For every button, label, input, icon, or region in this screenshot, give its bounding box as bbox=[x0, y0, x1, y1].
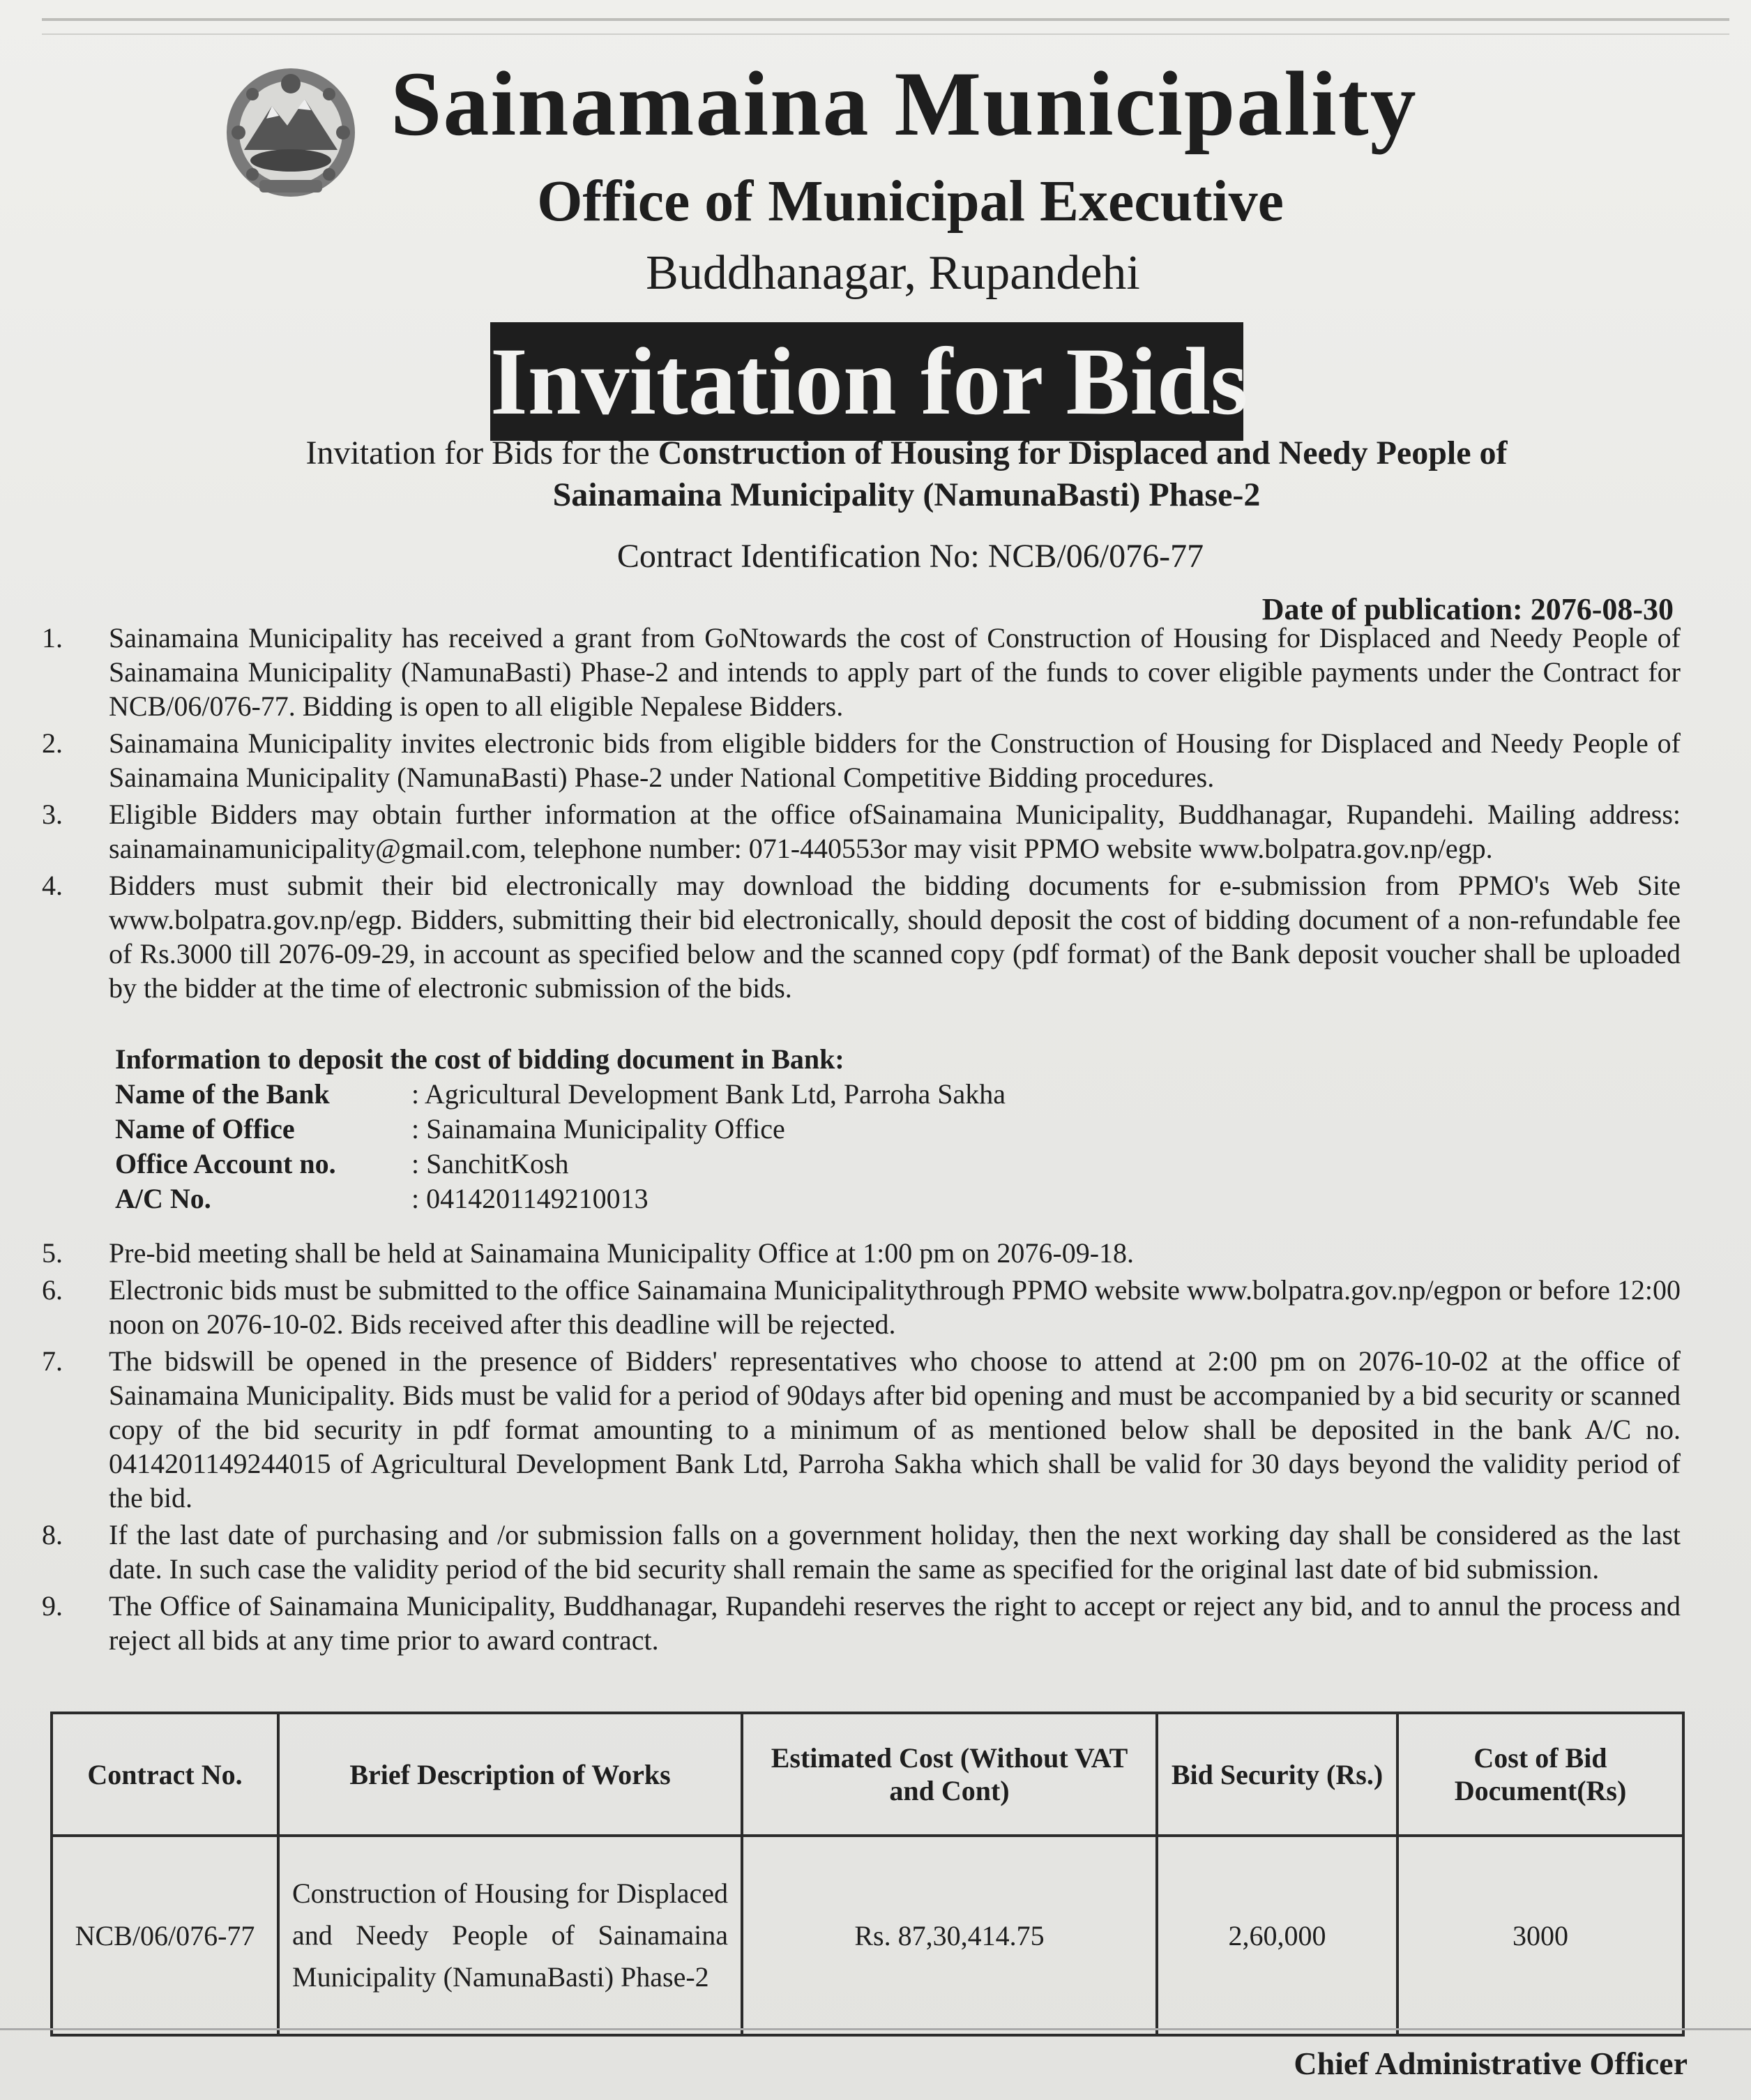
signature-title: Chief Administrative Officer bbox=[1294, 2046, 1688, 2081]
bank-info-heading: Information to deposit the cost of bidding document in Bank: bbox=[115, 1043, 844, 1075]
item-number: 3. bbox=[42, 799, 63, 830]
bank-deposit-info bbox=[115, 1042, 1440, 1216]
item-text: Pre-bid meeting shall be held at Sainamaina Municipality Office at 1:00 pm on 2076-09-18. bbox=[109, 1237, 1135, 1269]
bank-info-label: Name of the Bank bbox=[115, 1078, 330, 1110]
table-header-row bbox=[52, 1713, 1683, 1836]
intro-heading bbox=[209, 432, 1604, 516]
list-item bbox=[42, 797, 1681, 866]
works-table bbox=[50, 1712, 1685, 2037]
top-rule-thin bbox=[42, 33, 1729, 35]
list-item bbox=[42, 1589, 1681, 1657]
item-text: Bidders must submit their bid electronically may download the bidding documents for e-submission from PPMO's Web Site www.bolpatra.gov.np/egp. Bidders, submitting their bid electronically, should deposit the cost of bidding document of a non-refundable fee of Rs.3000 till 2076-09-29, in account as specified below and the scanned copy (pdf format) of the Bank deposit voucher shall be uploaded by the bidder at the time of electronic submission of the bids. bbox=[109, 870, 1681, 1004]
bank-info-row bbox=[115, 1077, 1440, 1112]
intro-project-line1: Construction of Housing for Displaced and Needy People of bbox=[658, 435, 1508, 471]
bank-info-row bbox=[115, 1112, 1440, 1147]
list-item bbox=[42, 1518, 1681, 1586]
cell-doc-cost: 3000 bbox=[1397, 1836, 1683, 2035]
item-number: 6. bbox=[42, 1274, 63, 1306]
bank-info-value: : Agricultural Development Bank Ltd, Parroha Sakha bbox=[411, 1078, 1006, 1110]
list-item bbox=[42, 1344, 1681, 1515]
bank-info-row bbox=[115, 1147, 1440, 1181]
header-bid-security: Bid Security (Rs.) bbox=[1157, 1713, 1397, 1836]
bank-info-value: : Sainamaina Municipality Office bbox=[411, 1113, 785, 1145]
item-text: Eligible Bidders may obtain further information at the office ofSainamaina Municipality, Buddhanagar, Rupandehi. Mailing address: sainamainamunicipality@gmail.com, telephone number: 071-440553or may visit PPMO website www.bolpatra.gov.np/egp. bbox=[109, 799, 1681, 864]
item-number: 2. bbox=[42, 727, 63, 759]
header-doc-cost: Cost of Bid Document(Rs) bbox=[1397, 1713, 1683, 1836]
bank-info-label: A/C No. bbox=[115, 1183, 211, 1214]
item-text: If the last date of purchasing and /or submission falls on a government holiday, then the next working day shall be considered as the last date. In such case the validity period of the bid security shall remain the same as specified for the original last date of bid submission. bbox=[109, 1519, 1681, 1585]
list-item bbox=[42, 1236, 1681, 1270]
item-text: Sainamaina Municipality has received a grant from GoNtowards the cost of Construction of Housing for Displaced and Needy People of Sainamaina Municipality (NamunaBasti) Phase-2 and intends to apply part of the funds to cover eligible payments under the Contract for NCB/06/076-77. Bidding is open to all eligible Nepalese Bidders. bbox=[109, 622, 1681, 722]
municipality-title: Sainamaina Municipality bbox=[391, 52, 1418, 155]
invitation-banner: Invitation for Bids bbox=[490, 322, 1243, 441]
office-subtitle: Office of Municipal Executive bbox=[537, 169, 1284, 234]
cell-estimated-cost: Rs. 87,30,414.75 bbox=[742, 1836, 1157, 2035]
list-item bbox=[42, 726, 1681, 794]
header-description: Brief Description of Works bbox=[278, 1713, 742, 1836]
cell-bid-security: 2,60,000 bbox=[1157, 1836, 1397, 2035]
item-number: 8. bbox=[42, 1519, 63, 1550]
top-rule bbox=[42, 18, 1729, 21]
contract-identification: Contract Identification No: NCB/06/076-77 bbox=[616, 538, 1204, 575]
item-number: 1. bbox=[42, 622, 63, 654]
item-number: 4. bbox=[42, 870, 63, 901]
bank-info-value: : 0414201149210013 bbox=[411, 1183, 649, 1214]
item-text: Sainamaina Municipality invites electronic bids from eligible bidders for the Construction of Housing for Displaced and Needy People of Sainamaina Municipality (NamunaBasti) Phase-2 under National Competitive Bidding procedures. bbox=[109, 727, 1681, 793]
item-number: 5. bbox=[42, 1237, 63, 1269]
bank-info-label: Name of Office bbox=[115, 1113, 295, 1145]
bank-info-row bbox=[115, 1181, 1440, 1216]
item-number: 7. bbox=[42, 1345, 63, 1377]
bank-info-label: Office Account no. bbox=[115, 1148, 336, 1179]
list-item bbox=[42, 621, 1681, 723]
header-estimated-cost: Estimated Cost (Without VAT and Cont) bbox=[742, 1713, 1157, 1836]
office-location: Buddhanagar, Rupandehi bbox=[646, 246, 1140, 300]
item-text: The bidswill be opened in the presence of Bidders' representatives who choose to attend at 2:00 pm on 2076-10-02 at the office of Sainamaina Municipality. Bids must be valid for a period of 90days after bid opening and must be accompanied by a bid security or scanned copy of the bid security in pdf format amounting to a minimum of as mentioned below shall be deposited in the bank A/C no. 0414201149244015 of Agricultural Development Bank Ltd, Parroha Sakha which shall be valid for 30 days beyond the validity period of the bid. bbox=[109, 1345, 1681, 1513]
list-item bbox=[42, 1273, 1681, 1341]
list-item bbox=[42, 868, 1681, 1005]
header-contract-no: Contract No. bbox=[52, 1713, 278, 1836]
table-row bbox=[52, 1836, 1683, 2035]
item-text: Electronic bids must be submitted to the office Sainamaina Municipalitythrough PPMO website www.bolpatra.gov.np/egpon or before 12:00 noon on 2076-10-02. Bids received after this deadline will be rejected. bbox=[109, 1274, 1681, 1340]
cell-contract-no: NCB/06/076-77 bbox=[52, 1836, 278, 2035]
bottom-rule bbox=[0, 2028, 1751, 2030]
notice-items-part1 bbox=[42, 621, 1681, 1008]
bank-info-value: : SanchitKosh bbox=[411, 1148, 569, 1179]
item-number: 9. bbox=[42, 1590, 63, 1622]
item-text: The Office of Sainamaina Municipality, Buddhanagar, Rupandehi reserves the right to accept or reject any bid, and to annul the process and reject all bids at any time prior to award contract. bbox=[109, 1590, 1681, 1656]
cell-description: Construction of Housing for Displaced and Needy People of Sainamaina Municipality (NamunaBasti) Phase-2 bbox=[278, 1836, 742, 2035]
intro-project-line2: Sainamaina Municipality (NamunaBasti) Phase-2 bbox=[552, 476, 1261, 513]
publication-date: Date of publication: 2076-08-30 bbox=[1261, 592, 1674, 626]
intro-lead: Invitation for Bids for the bbox=[305, 435, 650, 471]
notice-items-part2 bbox=[42, 1236, 1681, 1660]
